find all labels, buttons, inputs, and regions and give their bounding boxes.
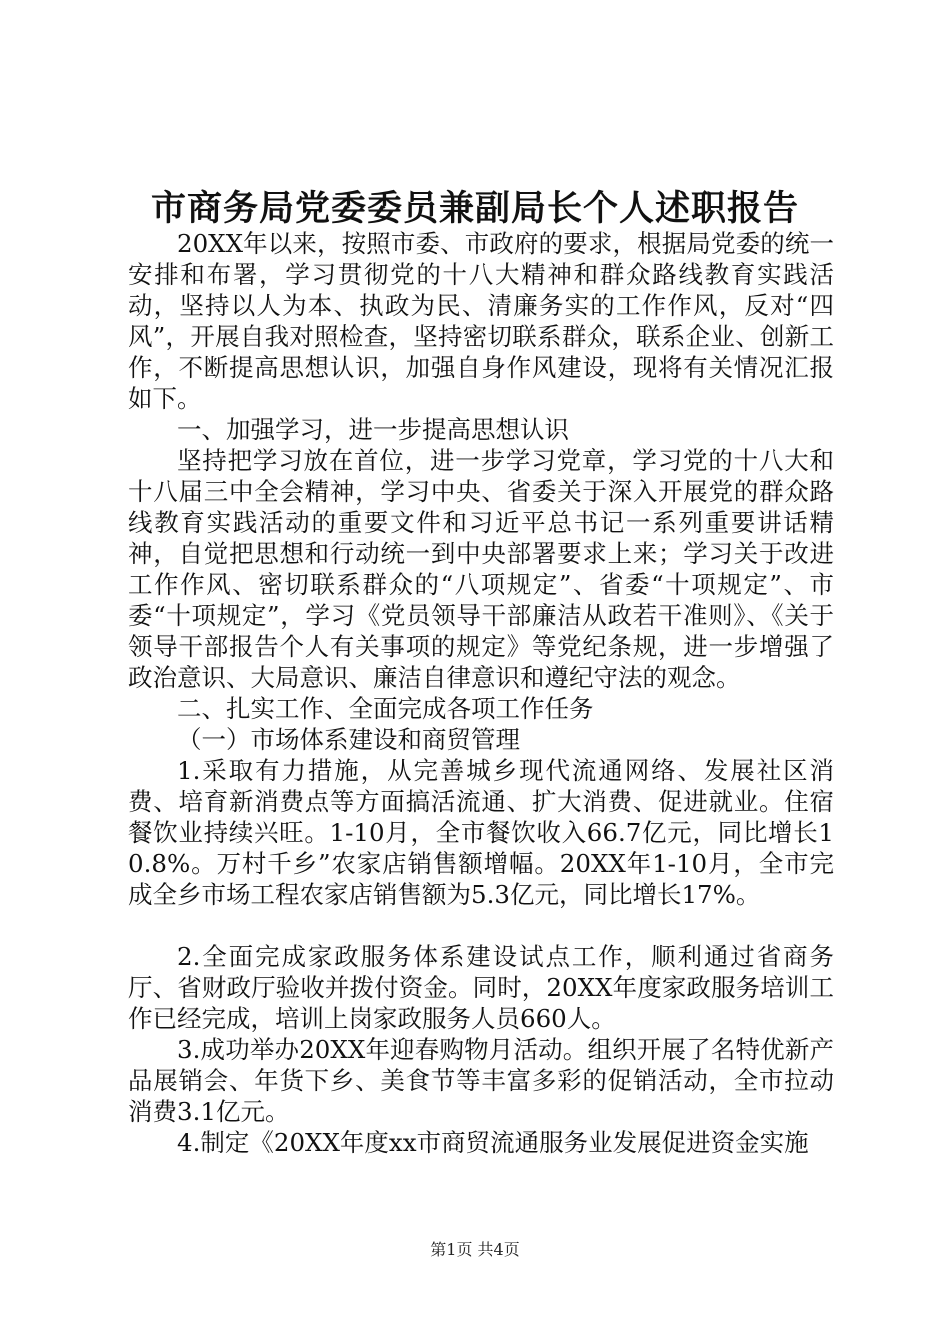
paragraph-spacer (128, 910, 834, 941)
page-number-footer: 第1页 共4页 (430, 1240, 520, 1259)
section-2-heading: 二、扎实工作、全面完成各项工作任务 (177, 694, 594, 723)
document-title: 市商务局党委委员兼副局长个人述职报告 (150, 188, 799, 229)
section-1-heading: 一、加强学习，进一步提高思想认识 (177, 415, 569, 444)
intro-paragraph: 20XX年以来，按照市委、市政府的要求，根据局党委的统一安排和布署，学习贯彻党的十八大精神和群众路线教育实践活动，坚持以人为本、执政为民、清廉务实的工作作风，反对“四风”，开展自我对照检查，坚持密切联系群众，联系企业、创新工作，不断提高思想认识，加强自身作风建设，现将有关情况汇报如下。 (128, 229, 834, 413)
subsection-1-heading: （一）市场体系建设和商贸管理 (177, 725, 520, 754)
item-3-paragraph: 3.成功举办20XX年迎春购物月活动。组织开展了名特优新产品展销会、年货下乡、美食节等丰富多彩的促销活动，全市拉动消费3.1亿元。 (128, 1035, 834, 1126)
item-1-paragraph: 1.采取有力措施，从完善城乡现代流通网络、发展社区消费、培育新消费点等方面搞活流通、扩大消费、促进就业。住宿餐饮业持续兴旺。1-10月，全市餐饮收入66.7亿元，同比增长10.8%。万村千乡”农家店销售额增幅。20XX年1-10月，全市完成全乡市场工程农家店销售额为5.3亿元，同比增长17%。 (128, 756, 834, 909)
section-1-paragraph: 坚持把学习放在首位，进一步学习党章，学习党的十八大和十八届三中全会精神，学习中央、省委关于深入开展党的群众路线教育实践活动的重要文件和习近平总书记一系列重要讲话精神，自觉把思想和行动统一到中央部署要求上来；学习关于改进工作作风、密切联系群众的“八项规定”、省委“十项规定”、市委“十项规定”，学习《党员领导干部廉洁从政若干准则》、《关于领导干部报告个人有关事项的规定》等党纪条规，进一步增强了政治意识、大局意识、廉洁自律意识和遵纪守法的观念。 (128, 446, 834, 692)
item-2-paragraph: 2.全面完成家政服务体系建设试点工作，顺利通过省商务厅、省财政厅验收并拨付资金。同时，20XX年度家政服务培训工作已经完成，培训上岗家政服务人员660人。 (128, 942, 834, 1033)
document-body (128, 228, 834, 1158)
item-4-paragraph: 4.制定《20XX年度xx市商贸流通服务业发展促进资金实施 (177, 1128, 809, 1157)
